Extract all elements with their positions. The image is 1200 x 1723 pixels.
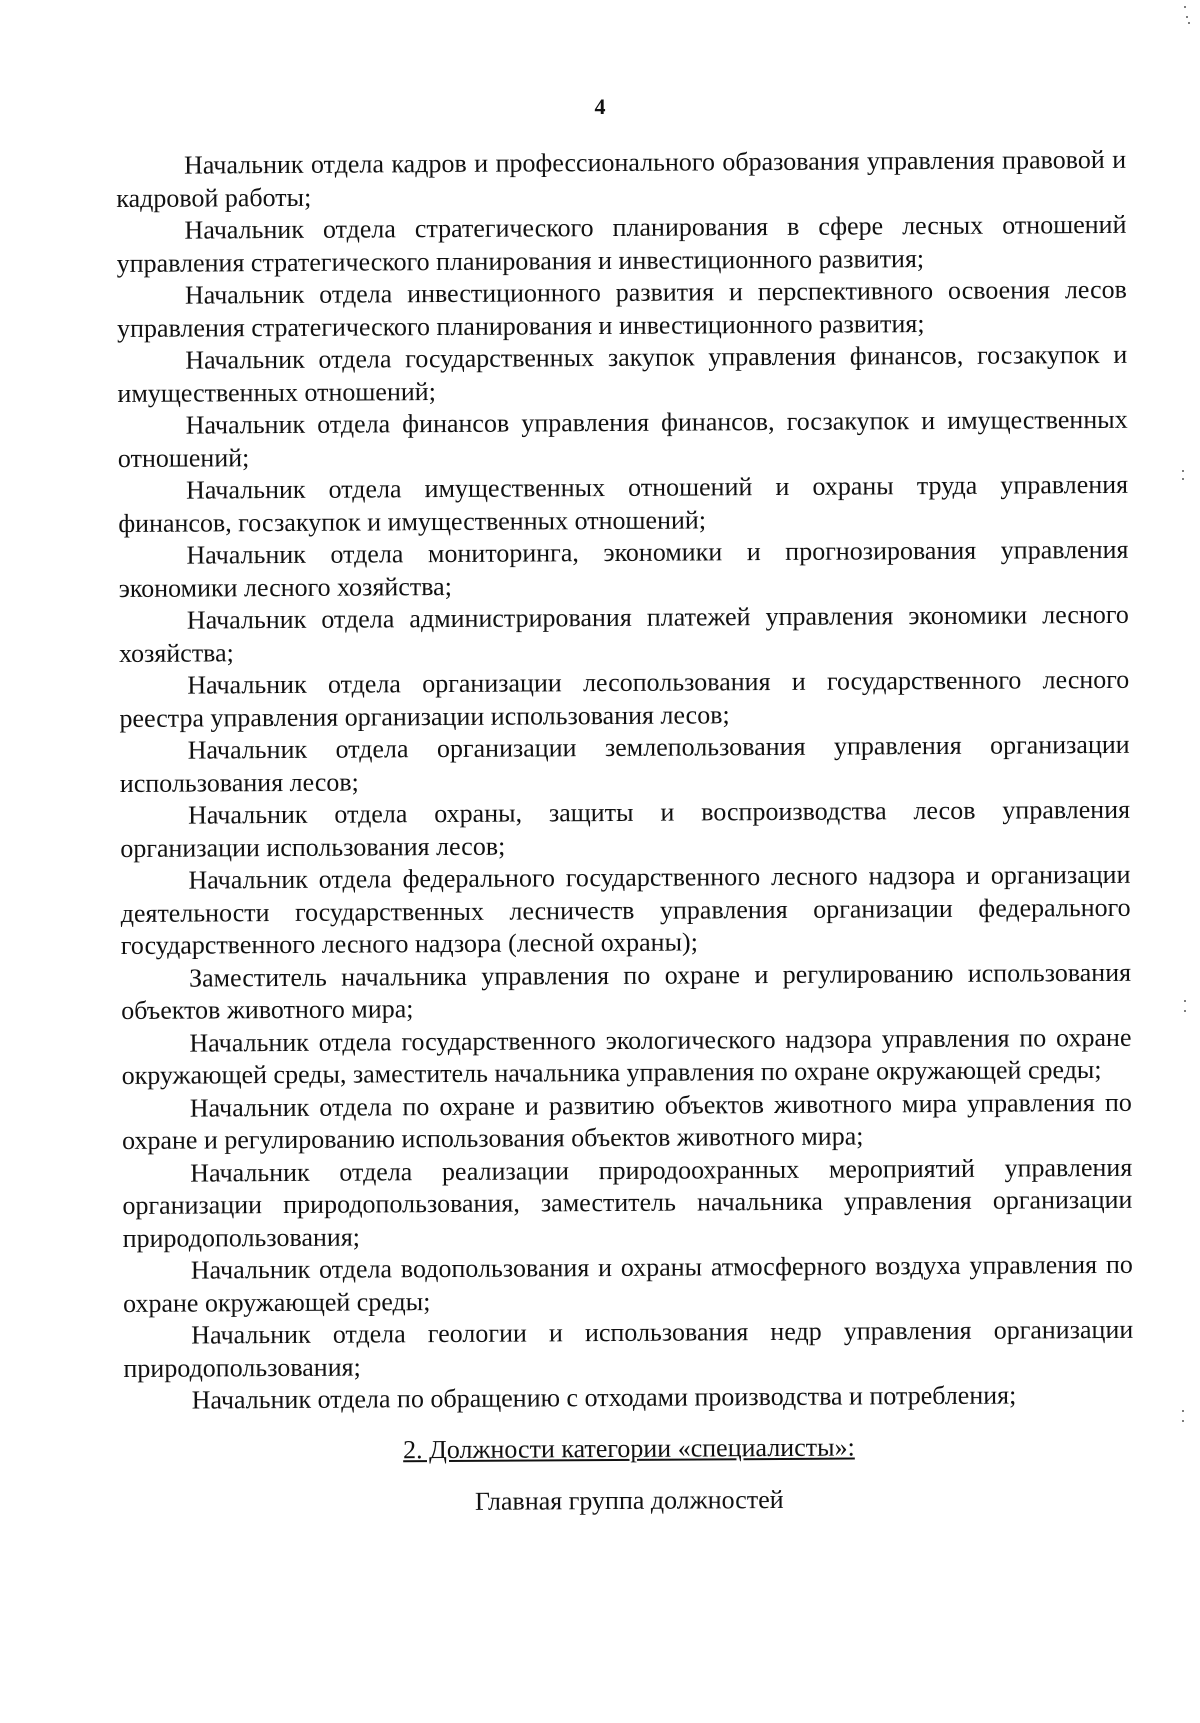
position-paragraph: Начальник отдела реализации природоохранных мероприятий управления организации природопользования, заместитель начальника управления организации природопользования; (122, 1152, 1133, 1253)
position-paragraph: Начальник отдела охраны, защиты и воспроизводства лесов управления организации использования лесов; (120, 794, 1131, 863)
scan-artifacts (1160, 0, 1200, 1723)
scan-speck (1188, 22, 1190, 24)
position-paragraph: Начальник отдела стратегического планирования в сфере лесных отношений управления стратегического планирования и инвестиционного развития; (116, 209, 1127, 278)
scan-speck (1184, 1010, 1186, 1012)
position-paragraph: Начальник отдела водопользования и охраны атмосферного воздуха управления по охране окружающей среды; (122, 1249, 1133, 1318)
position-paragraph: Заместитель начальника управления по охране и регулированию использования объектов животного мира; (121, 957, 1132, 1025)
scan-speck (1186, 16, 1188, 18)
position-paragraph: Начальник отдела по обращению с отходами производства и потребления; (191, 1380, 1017, 1415)
scan-speck (1182, 470, 1184, 472)
position-paragraph: Начальник отдела финансов управления финансов, госзакупок и имущественных отношений; (117, 404, 1128, 473)
scan-speck (1184, 6, 1186, 8)
position-paragraph: Начальник отдела федерального государственного лесного надзора и организации деятельности государственных лесничеств управления организации федерального государственного лесного надзора (лесной охраны); (120, 859, 1131, 960)
position-paragraph: Начальник отдела имущественных отношений и охраны труда управления финансов, госзакупок и имущественных отношений; (118, 469, 1129, 538)
scan-speck (1184, 1000, 1186, 1002)
position-paragraph: Начальник отдела инвестиционного развития и перспективного освоения лесов управления стратегического планирования и инвестиционного развития; (116, 274, 1127, 343)
position-paragraph: Начальник отдела кадров и профессионального образования управления правовой и кадровой работы; (116, 144, 1127, 213)
scan-speck (1182, 478, 1184, 480)
document-body (116, 144, 1134, 1521)
page-number: 4 (594, 94, 606, 119)
scan-speck (1182, 1420, 1184, 1422)
section-heading: 2. Должности категории «специалисты»: (403, 1432, 855, 1464)
position-paragraph: Начальник отдела государственного экологического надзора управления по охране окружающей среды, заместитель начальника управления по охране окружающей среды; (121, 1022, 1132, 1090)
position-paragraph: Начальник отдела организации землепользования управления организации использования лесов; (119, 729, 1130, 798)
position-paragraph: Начальник отдела геологии и использования недр управления организации природопользования; (123, 1314, 1134, 1383)
position-paragraph: Начальник отдела государственных закупок управления финансов, госзакупок и имущественных отношений; (117, 339, 1128, 408)
scan-speck (1182, 1410, 1184, 1412)
position-paragraph: Начальник отдела организации лесопользования и государственного лесного реестра управления организации использования лесов; (119, 664, 1130, 733)
position-paragraph: Начальник отдела по охране и развитию объектов животного мира управления по охране и регулированию использования объектов животного мира; (121, 1087, 1132, 1155)
position-paragraph: Начальник отдела администрирования платежей управления экономики лесного хозяйства; (118, 599, 1129, 668)
group-heading: Главная группа должностей (474, 1484, 784, 1516)
position-paragraph: Начальник отдела мониторинга, экономики и прогнозирования управления экономики лесного хозяйства; (118, 534, 1129, 603)
